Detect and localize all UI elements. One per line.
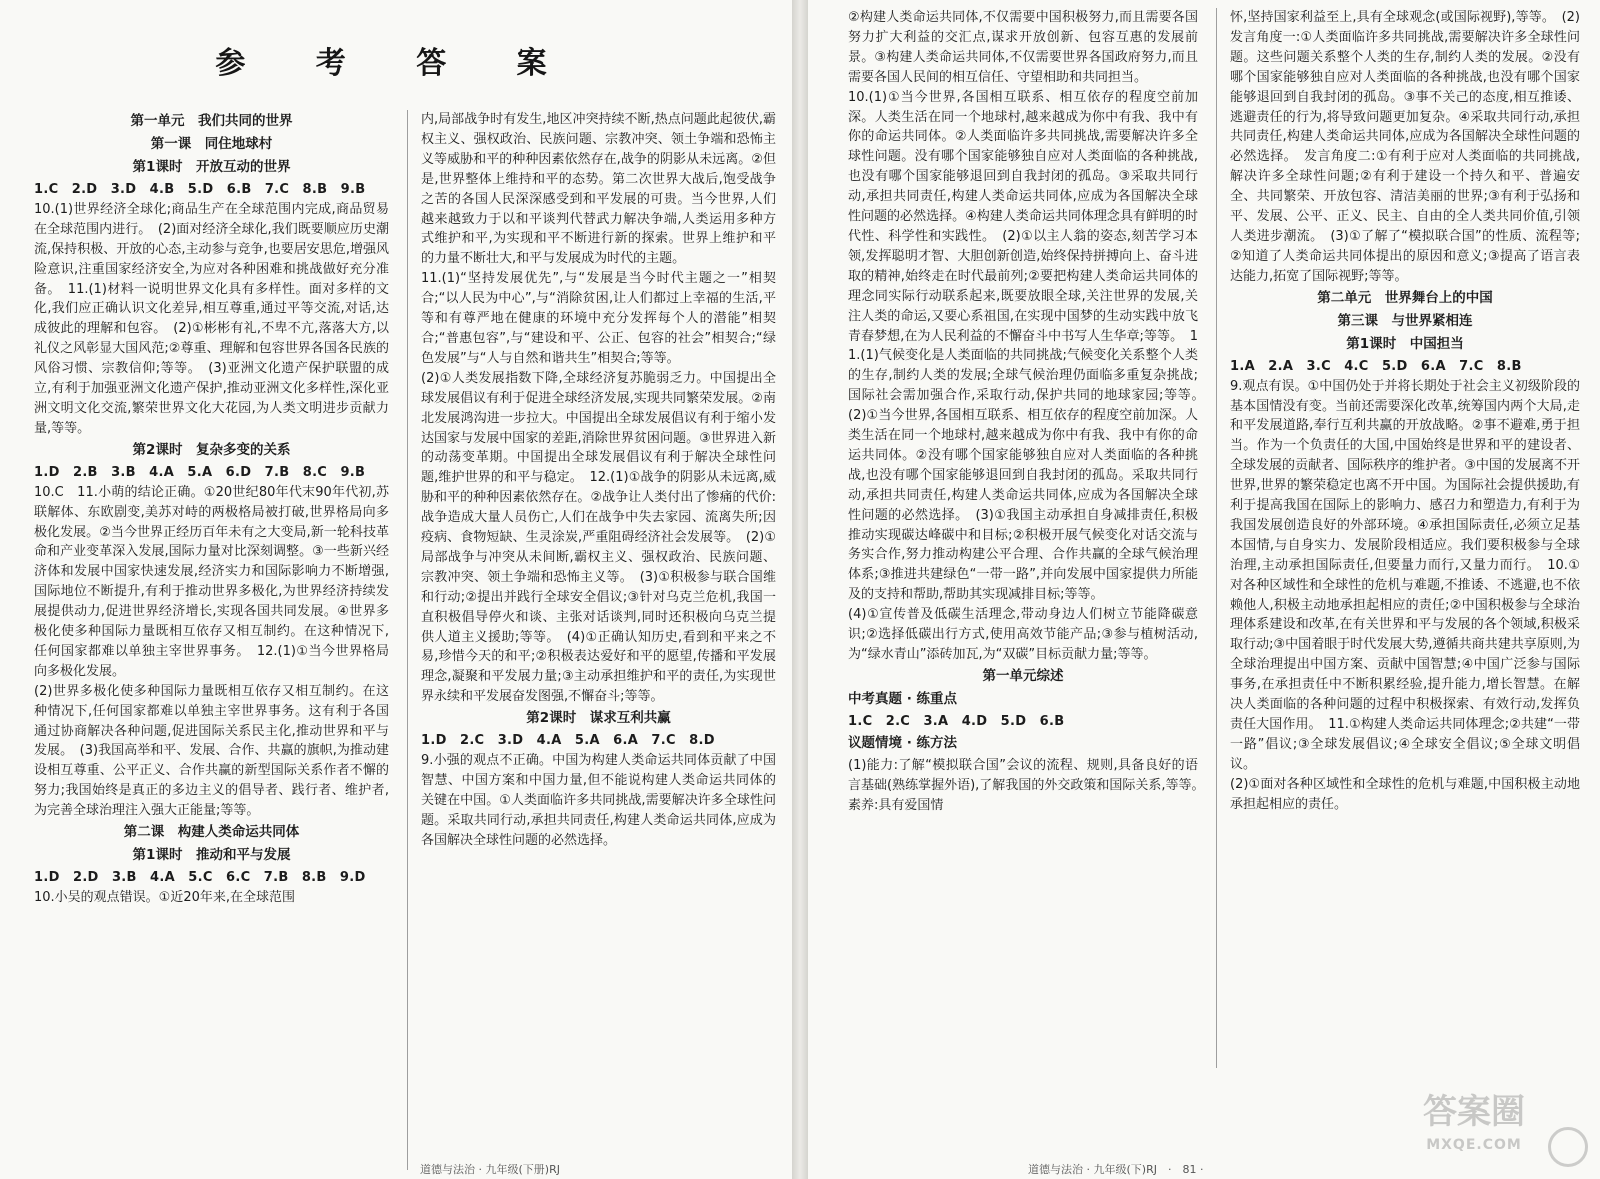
- answer-key-line: 1.C 2.D 3.D 4.B 5.D 6.B 7.C 8.B 9.B: [34, 182, 366, 197]
- right-page-columns: [848, 8, 1580, 1068]
- site-watermark: [1374, 1087, 1574, 1157]
- answer-paragraph: 内,局部战争时有发生,地区冲突持续不断,热点问题此起彼伏,霸权主义、强权政治、民族问题、宗教冲突、领土争端和恐怖主义等威胁和平的种种因素依然存在,战争的阴影从未远离。②但是,世界整体上维持和平的态势。第二次世界大战后,饱受战争之苦的各国人民深深感受到和平发展的可贵。当今世界,人们越来越致力于以和平谈判代替武力解决争端,人类运用多种方式维护和平,为实现和平不断进行新的探索。世界上维护和平的力量不断壮大,和平与发展成为时代的主题。: [421, 112, 776, 267]
- answer-paragraph: 10.小吴的观点错误。①近20年来,在全球范围: [34, 890, 296, 905]
- section-heading: 第1课时 开放互动的世界: [132, 159, 291, 175]
- section-heading: 第二课 构建人类命运共同体: [123, 824, 300, 841]
- book-gutter: [792, 0, 808, 1179]
- answer-key-line: 1.A 2.A 3.C 4.C 5.D 6.A 7.C 8.B: [1230, 358, 1522, 374]
- section-heading: 第一单元综述: [982, 667, 1064, 684]
- subsection-heading: 中考真题 · 练重点: [848, 690, 958, 707]
- page-title: 参 考 答 案: [215, 46, 577, 81]
- answer-paragraph: 怀,坚持国家利益至上,具有全球观念(或国际视野),等等。 (2)发言角度一:①人类面临许多共同挑战,需要解决许多全球性问题。这些问题关系整个人类的生存,制约人类的发展。②没有哪个国家能够独自应对人类面临的各种挑战,也没有哪个国家能够退回到自我封闭的孤岛。③事不关己的态度,相互推诿、逃避责任的行为,将导致问题更加复杂。④采取共同行动,承担共同责任,构建人类命运共同体,应成为各国解决全球性问题的必然选择。 发言角度二:①有利于应对人类面临的共同挑战,解决许多全球性问题;②有利于建设一个持久和平、普遍安全、共同繁荣、开放包容、清洁美丽的世界;③有利于弘扬和平、发展、公平、正义、民主、自由的全人类共同价值,引领人类进步潮流。 (3)①了解了“模拟联合国”的性质、流程等;②知道了人类命运共同体提出的原因和意义;③提高了语言表达能力,拓宽了国际视野;等等。: [1230, 10, 1580, 284]
- right-column-1: [848, 8, 1212, 1068]
- right-column-2: [1216, 8, 1580, 1068]
- answer-paragraph: (1)能力:了解“模拟联合国”会议的流程、规则,具备良好的语言基础(熟练掌握外语),了解我国的外交政策和国际关系,等等。 素养:具有爱国情: [848, 757, 1212, 813]
- answer-key-line: 1.D 2.B 3.B 4.A 5.A 6.D 7.B 8.C 9.B: [34, 464, 366, 480]
- answer-key-line: 1.D 2.D 3.B 4.A 5.C 6.C 7.B 8.B 9.D: [34, 870, 366, 886]
- left-column-1: [34, 110, 389, 1170]
- answer-paragraph: (4)①宣传普及低碳生活理念,带动身边人们树立节能降碳意识;②选择低碳出行方式,使用高效节能产品;③参与植树活动,为“绿水青山”添砖加瓦,为“双碳”目标贡献力量;等等。: [848, 607, 1198, 662]
- answer-paragraph: 9.小强的观点不正确。中国为构建人类命运共同体贡献了中国智慧、中国方案和中国力量,但不能说构建人类命运共同体的关键在中国。①人类面临许多共同挑战,需要解决许多全球性问题。采取共同行动,承担共同责任,构建人类命运共同体,应成为各国解决全球性问题的必然选择。: [421, 753, 776, 848]
- answer-paragraph: (2)世界多极化使多种国际力量既相互依存又相互制约。在这种情况下,任何国家都难以单独主宰世界事务。这有利于各国通过协商解决各种问题,促进国际关系民主化,推动世界和平与发展。 (3)我国高举和平、发展、合作、共赢的旗帜,为推动建设相互尊重、公平正义、合作共赢的新型国际关系作者不懈的努力;我国始终是真正的多边主义的倡导者、践行者、维护者,为完善全球治理注入强大正能量;等等。: [34, 683, 389, 819]
- subsection-heading: 议题情境 · 练方法: [848, 734, 958, 751]
- left-page-columns: [34, 110, 778, 1170]
- answer-key-line: 1.C 2.C 3.A 4.D 5.D 6.B: [848, 713, 1065, 729]
- right-page-footer: 道德与法治 · 九年级(下)RJ · 81 ·: [1028, 1163, 1204, 1176]
- section-heading: 第2课时 复杂多变的关系: [132, 441, 291, 458]
- answer-paragraph: (2)①人类发展指数下降,全球经济复苏脆弱乏力。中国提出全球发展倡议有利于促进全球经济发展,实现共同繁荣发展。②南北发展鸿沟进一步拉大。中国提出全球发展倡议有利于缩小发达国家与发展中国家的差距,消除世界贫困问题。③世界进入新的动荡变革期。中国提出全球发展倡议有利于解决全球性问题,维护世界的和平与稳定。 12.(1)①战争的阴影从未远离,威胁和平的种种因素依然存在。②战争让人类付出了惨痛的代价:战争造成大量人员伤亡,人们在战争中失去家园、流离失所;因疫病、食物短缺、生灵涂炭,严重阻碍经济社会发展等。 (2)①局部战争与冲突从未间断,霸权主义、强权政治、民族问题、宗教冲突、领土争端和恐怖主义等。 (3)①积极参与联合国维和行动;②提出并践行全球安全倡议;③针对乌克兰危机,我国一直积极倡导停火和谈、主张对话谈判,同时还积极向乌克兰提供人道主义援助;等等。 (4)①正确认知历史,看到和平来之不易,珍惜今天的和平;②积极表达爱好和平的愿望,传播和平发展理念,凝聚和平发展力量;③主动承担维护和平的责任,为实现世界永续和平发展奋发图强,不懈奋斗;等等。: [421, 370, 776, 705]
- answer-paragraph: 10.C 11.小萌的结论正确。①20世纪80年代末90年代初,苏联解体、东欧剧变,美苏对峙的两极格局被打破,世界格局向多极化发展。②当今世界正经历百年未有之大变局,新一轮科技革命和产业变革深入发展,国际力量对比深刻调整。③一些新兴经济体和发展中国家快速发展,经济实力和国际影响力不断增强,国际地位不断提升,有利于推动世界多极化,为世界经济持续发展提供动力,促进世界经济增长,实现各国共同发展。④世界多极化使多种国际力量既相互依存又相互制约。在这种情况下,任何国家都难以单独主宰世界事务。 12.(1)①当今世界格局向多极化发展。: [34, 484, 389, 679]
- answer-key-line: 1.D 2.C 3.D 4.A 5.A 6.A 7.C 8.D: [421, 733, 715, 749]
- watermark-subtext: MXQE.COM: [1426, 1137, 1522, 1153]
- left-column-2: [407, 110, 776, 1170]
- answer-paragraph: 10.(1)①当今世界,各国相互联系、相互依存的程度空前加深。人类生活在同一个地球村,越来越成为你中有我、我中有你的命运共同体。②人类面临许多共同挑战,需要解决许多全球性问题。没有哪个国家能够独自应对人类面临的各种挑战,也没有哪个国家能够退回到自我封闭的孤岛。③采取共同行动,承担共同责任,构建人类命运共同体,应成为各国解决全球性问题的必然选择。④构建人类命运共同体理念具有鲜明的时代性、科学性和实践性。 (2)①以主人翁的姿态,刻苦学习本领,发挥聪明才智、大胆创新创造,始终保持拼搏向上、奋斗进取的精神,始终走在时代最前列;②要把构建人类命运共同体的理念同实际行动联系起来,既要放眼全球,关注世界的发展,关注人类的命运,又要心系祖国,在实现中国梦的生动实践中放飞青春梦想,在为人民利益的不懈奋斗中书写人生华章;等等。 11.(1)气候变化是人类面临的共同挑战;气候变化关系整个人类的生存,制约人类的发展;全球气候治理仍面临多重复杂挑战;国际社会需加强合作,采取行动,保护共同的地球家园;等等。 (2)①当今世界,各国相互联系、相互依存的程度空前加深。人类生活在同一个地球村,越来越成为你中有我、我中有你的命运共同体。②没有哪个国家能够独自应对人类面临的各种挑战,也没有哪个国家能够退回到自我封闭的孤岛。采取共同行动,承担共同责任,构建人类命运共同体,应成为各国解决全球性问题的必然选择。 (3)①我国主动承担自身减排责任,积极推动实现碳达峰碳中和目标;②积极开展气候变化对话交流与务实合作,努力推动构建公平合理、合作共赢的全球气候治理体系;③推进共建绿色“一带一路”,并向发展中国家提供力所能及的支持和帮助,帮助其实现减排目标;等等。: [848, 89, 1212, 603]
- answer-paragraph: 9.观点有误。①中国仍处于并将长期处于社会主义初级阶段的基本国情没有变。当前还需要深化改革,统筹国内两个大局,走和平发展道路,奉行互利共赢的开放战略。②事不避难,勇于担当。作为一个负责任的大国,中国始终是世界和平的建设者、全球发展的贡献者、国际秩序的维护者。③中国的发展离不开世界,世界的繁荣稳定也离不开中国。为国际社会提供援助,有利于提高我国在国际上的影响力、感召力和塑造力,有利于为我国发展创造良好的外部环境。④承担国际责任,必须立足基本国情,与自身实力、发展阶段相适应。我们要积极参与全球治理,主动承担国际责任,但要量力而行,又量力而行。 10.①对各种区域性和全球性的危机与难题,不推诿、不逃避,也不依赖他人,积极主动地承担起相应的责任;②中国积极参与全球治理体系建设和改革,在有关世界和平与发展的各个领域,积极采取行动;③中国着眼于时代发展大势,遵循共商共建共享原则,为全球治理提出中国方案、贡献中国智慧;④中国广泛参与国际事务,在承担责任中不断积累经验,提升能力,增长智慧。在解决人类面临的各种问题的过程中积极探索、有效行动,发挥负责任大国作用。 11.①构建人类命运共同体理念;②共建“一带一路”倡议;③全球发展倡议;④全球安全倡议;⑤全球文明倡议。: [1230, 378, 1580, 772]
- section-heading: 第三课 与世界紧相连: [1337, 312, 1473, 329]
- answer-paragraph: 10.(1)世界经济全球化;商品生产在全球范围内完成,商品贸易在全球范围内进行。 (2)面对经济全球化,我们既要顺应历史潮流,保持积极、开放的心态,主动参与竞争,也要居安思危,增强风险意识,注重国家经济安全,为应对各种困难和挑战做好充分准备。 11.(1)材料一说明世界文化具有多样性。面对多样的文化,我们应正确认识文化差异,相互尊重,通过平等交流,对话,达成彼此的理解和包容。 (2)①彬彬有礼,不卑不亢,落落大方,以礼仪之风彰显大国风范;②尊重、理解和包容世界各国各民族的风俗习惯、宗教信仰;等等。 (3)亚洲文化遗产保护联盟的成立,有利于加强亚洲文化遗产保护,推动亚洲文化多样性,深化亚洲文明文化交流,繁荣世界文化大花园,为人类文明进步贡献力量,等等。: [34, 201, 389, 436]
- watermark-text: 答案圈: [1423, 1092, 1525, 1132]
- section-heading: 第1课时 中国担当: [1346, 335, 1464, 352]
- section-heading: 第二单元 世界舞台上的中国: [1317, 289, 1493, 306]
- section-heading: 第2课时 谋求互利共赢: [526, 710, 671, 727]
- watermark-circle-icon: [1548, 1127, 1588, 1167]
- answer-paragraph: (2)①面对各种区域性和全球性的危机与难题,中国积极主动地承担起相应的责任。: [1230, 776, 1580, 812]
- section-heading: 第1课时 推动和平与发展: [132, 847, 291, 864]
- left-page: [0, 0, 792, 1179]
- section-heading: 第一课 同住地球村: [150, 136, 273, 152]
- right-page: [808, 0, 1600, 1179]
- left-page-footer: 道德与法治 · 九年级(下册)RJ: [420, 1163, 560, 1176]
- answer-paragraph: 11.(1)“坚持发展优先”,与“发展是当今时代主题之一”相契合;“以人民为中心”,与“消除贫困,让人们都过上幸福的生活,平等和有尊严地在健康的环境中充分发挥每个人的潜能”相契合;“普惠包容”,与“建设和平、公正、包容的社会”相契合;“绿色发展”与“人与自然和谐共生”相契合;等等。: [421, 271, 776, 366]
- answer-paragraph: ②构建人类命运共同体,不仅需要中国积极努力,而且需要各国努力扩大利益的交汇点,谋求开放创新、包容互惠的发展前景。③构建人类命运共同体,不仅需要世界各国政府努力,而且需要各国人民间的相互信任、守望相助和共同担当。: [848, 10, 1198, 85]
- section-heading: 第一单元 我们共同的世界: [130, 113, 293, 129]
